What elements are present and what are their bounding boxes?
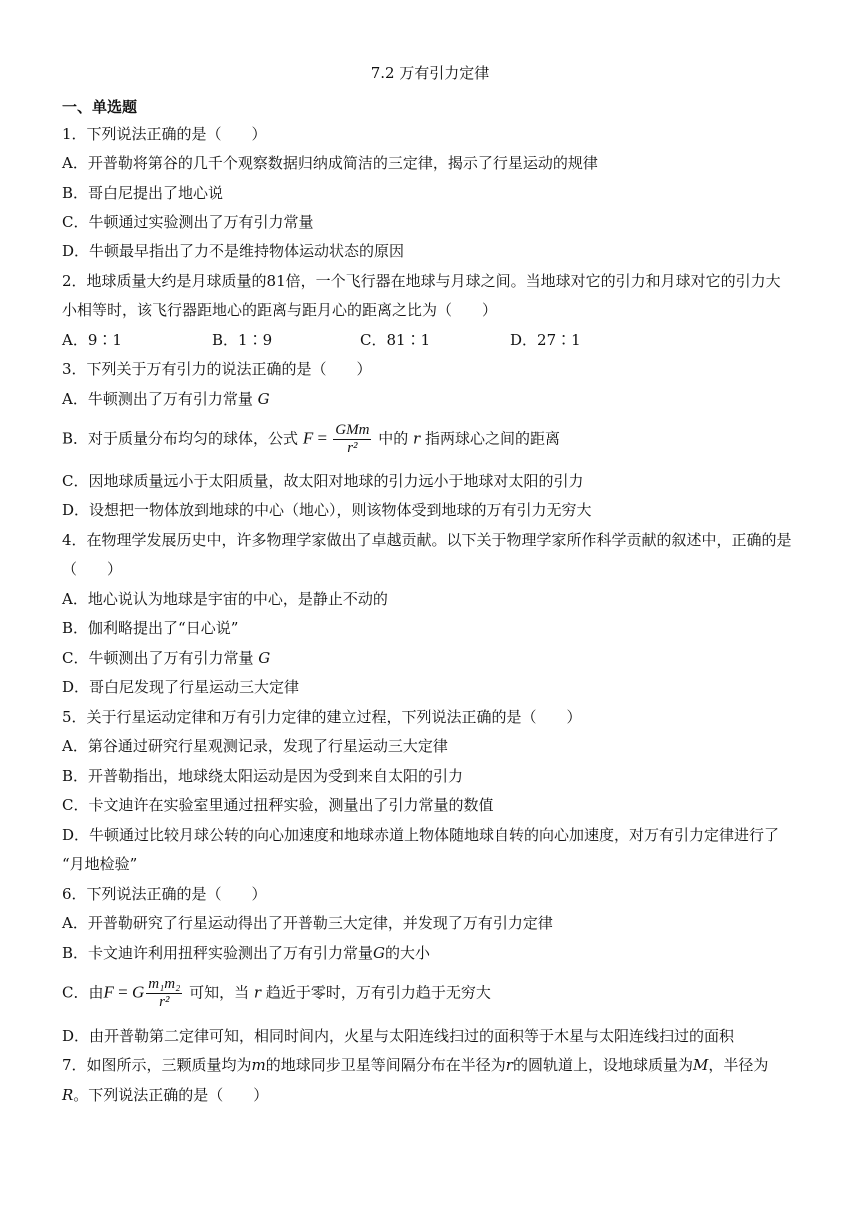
- question-1-option-b: B．哥白尼提出了地心说: [62, 184, 224, 202]
- formula-lhs: F: [103, 982, 114, 1002]
- mass-symbol: m: [251, 1056, 266, 1074]
- question-6-option-c-text: C．由: [62, 983, 104, 1002]
- question-5-option-d-line2: “月地检验”: [62, 855, 138, 873]
- question-5-option-c: C．卡文迪许在实验室里通过扭秤实验，测量出了引力常量的数值: [62, 796, 494, 814]
- question-2-option-b: B．1∶9: [212, 331, 273, 349]
- question-7-text-e: 。下列说法正确的是（ ）: [73, 1086, 269, 1104]
- gravitational-constant-symbol: G: [258, 649, 271, 667]
- question-5-option-b: B．开普勒指出，地球绕太阳运动是因为受到来自太阳的引力: [62, 767, 464, 785]
- question-7-stem-line1: [62, 1055, 768, 1075]
- question-3-option-b-text: B．对于质量分布均匀的球体，公式: [62, 429, 299, 448]
- formula-denominator: r²: [159, 994, 170, 1010]
- question-6-option-b-text: B．卡文迪许利用扭秤实验测出了万有引力常量: [62, 944, 374, 962]
- formula-fraction: [146, 976, 182, 1011]
- formula-denominator: r²: [347, 440, 358, 456]
- section-heading: 一、单选题: [62, 98, 138, 116]
- question-7-stem-line2: [62, 1085, 268, 1105]
- page-title: 7.2 万有引力定律: [370, 64, 490, 82]
- question-2-stem-line2: 小相等时，该飞行器距地心的距离与距月心的距离之比为（ ）: [62, 301, 498, 319]
- question-6-option-c-post: 趋近于零时，万有引力趋于无穷大: [261, 983, 491, 1002]
- question-6-option-b-post: 的大小: [385, 944, 431, 962]
- question-3-option-b-post: 指两球心之间的距离: [420, 429, 560, 448]
- question-7-text-c: 的圆轨道上，设地球质量为: [512, 1056, 693, 1074]
- gravitational-constant-symbol: G: [373, 944, 386, 962]
- formula-fraction: [333, 422, 371, 457]
- question-5-option-a: A．第谷通过研究行星观测记录，发现了行星运动三大定律: [62, 737, 448, 755]
- question-5-stem: 5．关于行星运动定律和万有引力定律的建立过程，下列说法正确的是（ ）: [62, 708, 582, 726]
- question-6-option-b: [62, 943, 430, 963]
- formula-equals: =: [113, 982, 132, 1002]
- question-3-option-c: C．因地球质量远小于太阳质量，故太阳对地球的引力远小于地球对太阳的引力: [62, 472, 584, 490]
- formula-numerator: m₁m₂: [148, 976, 181, 992]
- question-3-option-d: D．设想把一物体放到地球的中心（地心），则该物体受到地球的万有引力无穷大: [62, 501, 592, 519]
- question-3-option-a: [62, 389, 270, 409]
- question-3-option-b: [62, 422, 560, 457]
- question-2-option-d: D．27∶1: [510, 331, 581, 349]
- question-7-text-d: ，半径为: [708, 1056, 769, 1074]
- orbit-radius-symbol: r: [505, 1056, 513, 1074]
- question-5-option-d-line1: D．牛顿通过比较月球公转的向心加速度和地球赤道上物体随地球自转的向心加速度，对万有引力定律进行了: [62, 826, 780, 844]
- question-3-stem: 3．下列关于万有引力的说法正确的是（ ）: [62, 360, 372, 378]
- question-4-option-c-text: C．牛顿测出了万有引力常量: [62, 649, 254, 667]
- question-1-option-c: C．牛顿通过实验测出了万有引力常量: [62, 213, 314, 231]
- question-7-text-b: 的地球同步卫星等间隔分布在半径为: [265, 1056, 506, 1074]
- question-4-option-a: A．地心说认为地球是宇宙的中心，是静止不动的: [62, 590, 388, 608]
- question-6-option-c: [62, 976, 491, 1011]
- question-6-option-a: A．开普勒研究了行星运动得出了开普勒三大定律，并发现了万有引力定律: [62, 914, 553, 932]
- formula-numerator: GMm: [335, 422, 370, 438]
- question-4-option-b: B．伽利略提出了“日心说”: [62, 619, 239, 637]
- radius-symbol: r: [253, 983, 262, 1002]
- question-1-option-a: A．开普勒将第谷的几千个观察数据归纳成简洁的三定律，揭示了行星运动的规律: [62, 154, 598, 172]
- question-1-option-d: D．牛顿最早指出了力不是维持物体运动状态的原因: [62, 242, 405, 260]
- question-6-option-d: D．由开普勒第二定律可知，相同时间内，火星与太阳连线扫过的面积等于木星与太阳连线扫过的面积: [62, 1027, 735, 1045]
- question-4-stem-line2: （ ）: [62, 560, 123, 578]
- question-3-option-b-mid: 中的: [373, 429, 414, 448]
- question-4-option-d: D．哥白尼发现了行星运动三大定律: [62, 678, 300, 696]
- question-2-stem-line1: 2．地球质量大约是月球质量的81倍，一个飞行器在地球与月球之间。当地球对它的引力和月球对它的引力大: [62, 272, 781, 290]
- question-4-option-c: [62, 648, 270, 668]
- question-3-option-a-text: A．牛顿测出了万有引力常量: [62, 390, 253, 408]
- gravitational-constant-symbol: G: [257, 390, 270, 408]
- formula-equals: =: [313, 428, 332, 448]
- question-2-option-a: A．9∶1: [62, 331, 122, 349]
- question-4-stem-line1: 4．在物理学发展历史中，许多物理学家做出了卓越贡献。以下关于物理学家所作科学贡献的叙述中，正确的是: [62, 531, 792, 549]
- earth-radius-symbol: R: [62, 1086, 74, 1104]
- radius-symbol: r: [413, 429, 421, 448]
- question-2-option-c: C．81∶1: [360, 331, 431, 349]
- formula-lhs: F: [302, 428, 314, 448]
- question-6-stem: 6．下列说法正确的是（ ）: [62, 885, 267, 903]
- formula-constant: G: [131, 982, 145, 1002]
- question-1-stem: 1．下列说法正确的是（ ）: [62, 125, 267, 143]
- earth-mass-symbol: M: [692, 1056, 709, 1074]
- question-7-text-a: 7．如图所示，三颗质量均为: [62, 1056, 252, 1074]
- question-6-option-c-mid: 可知，当: [184, 983, 254, 1002]
